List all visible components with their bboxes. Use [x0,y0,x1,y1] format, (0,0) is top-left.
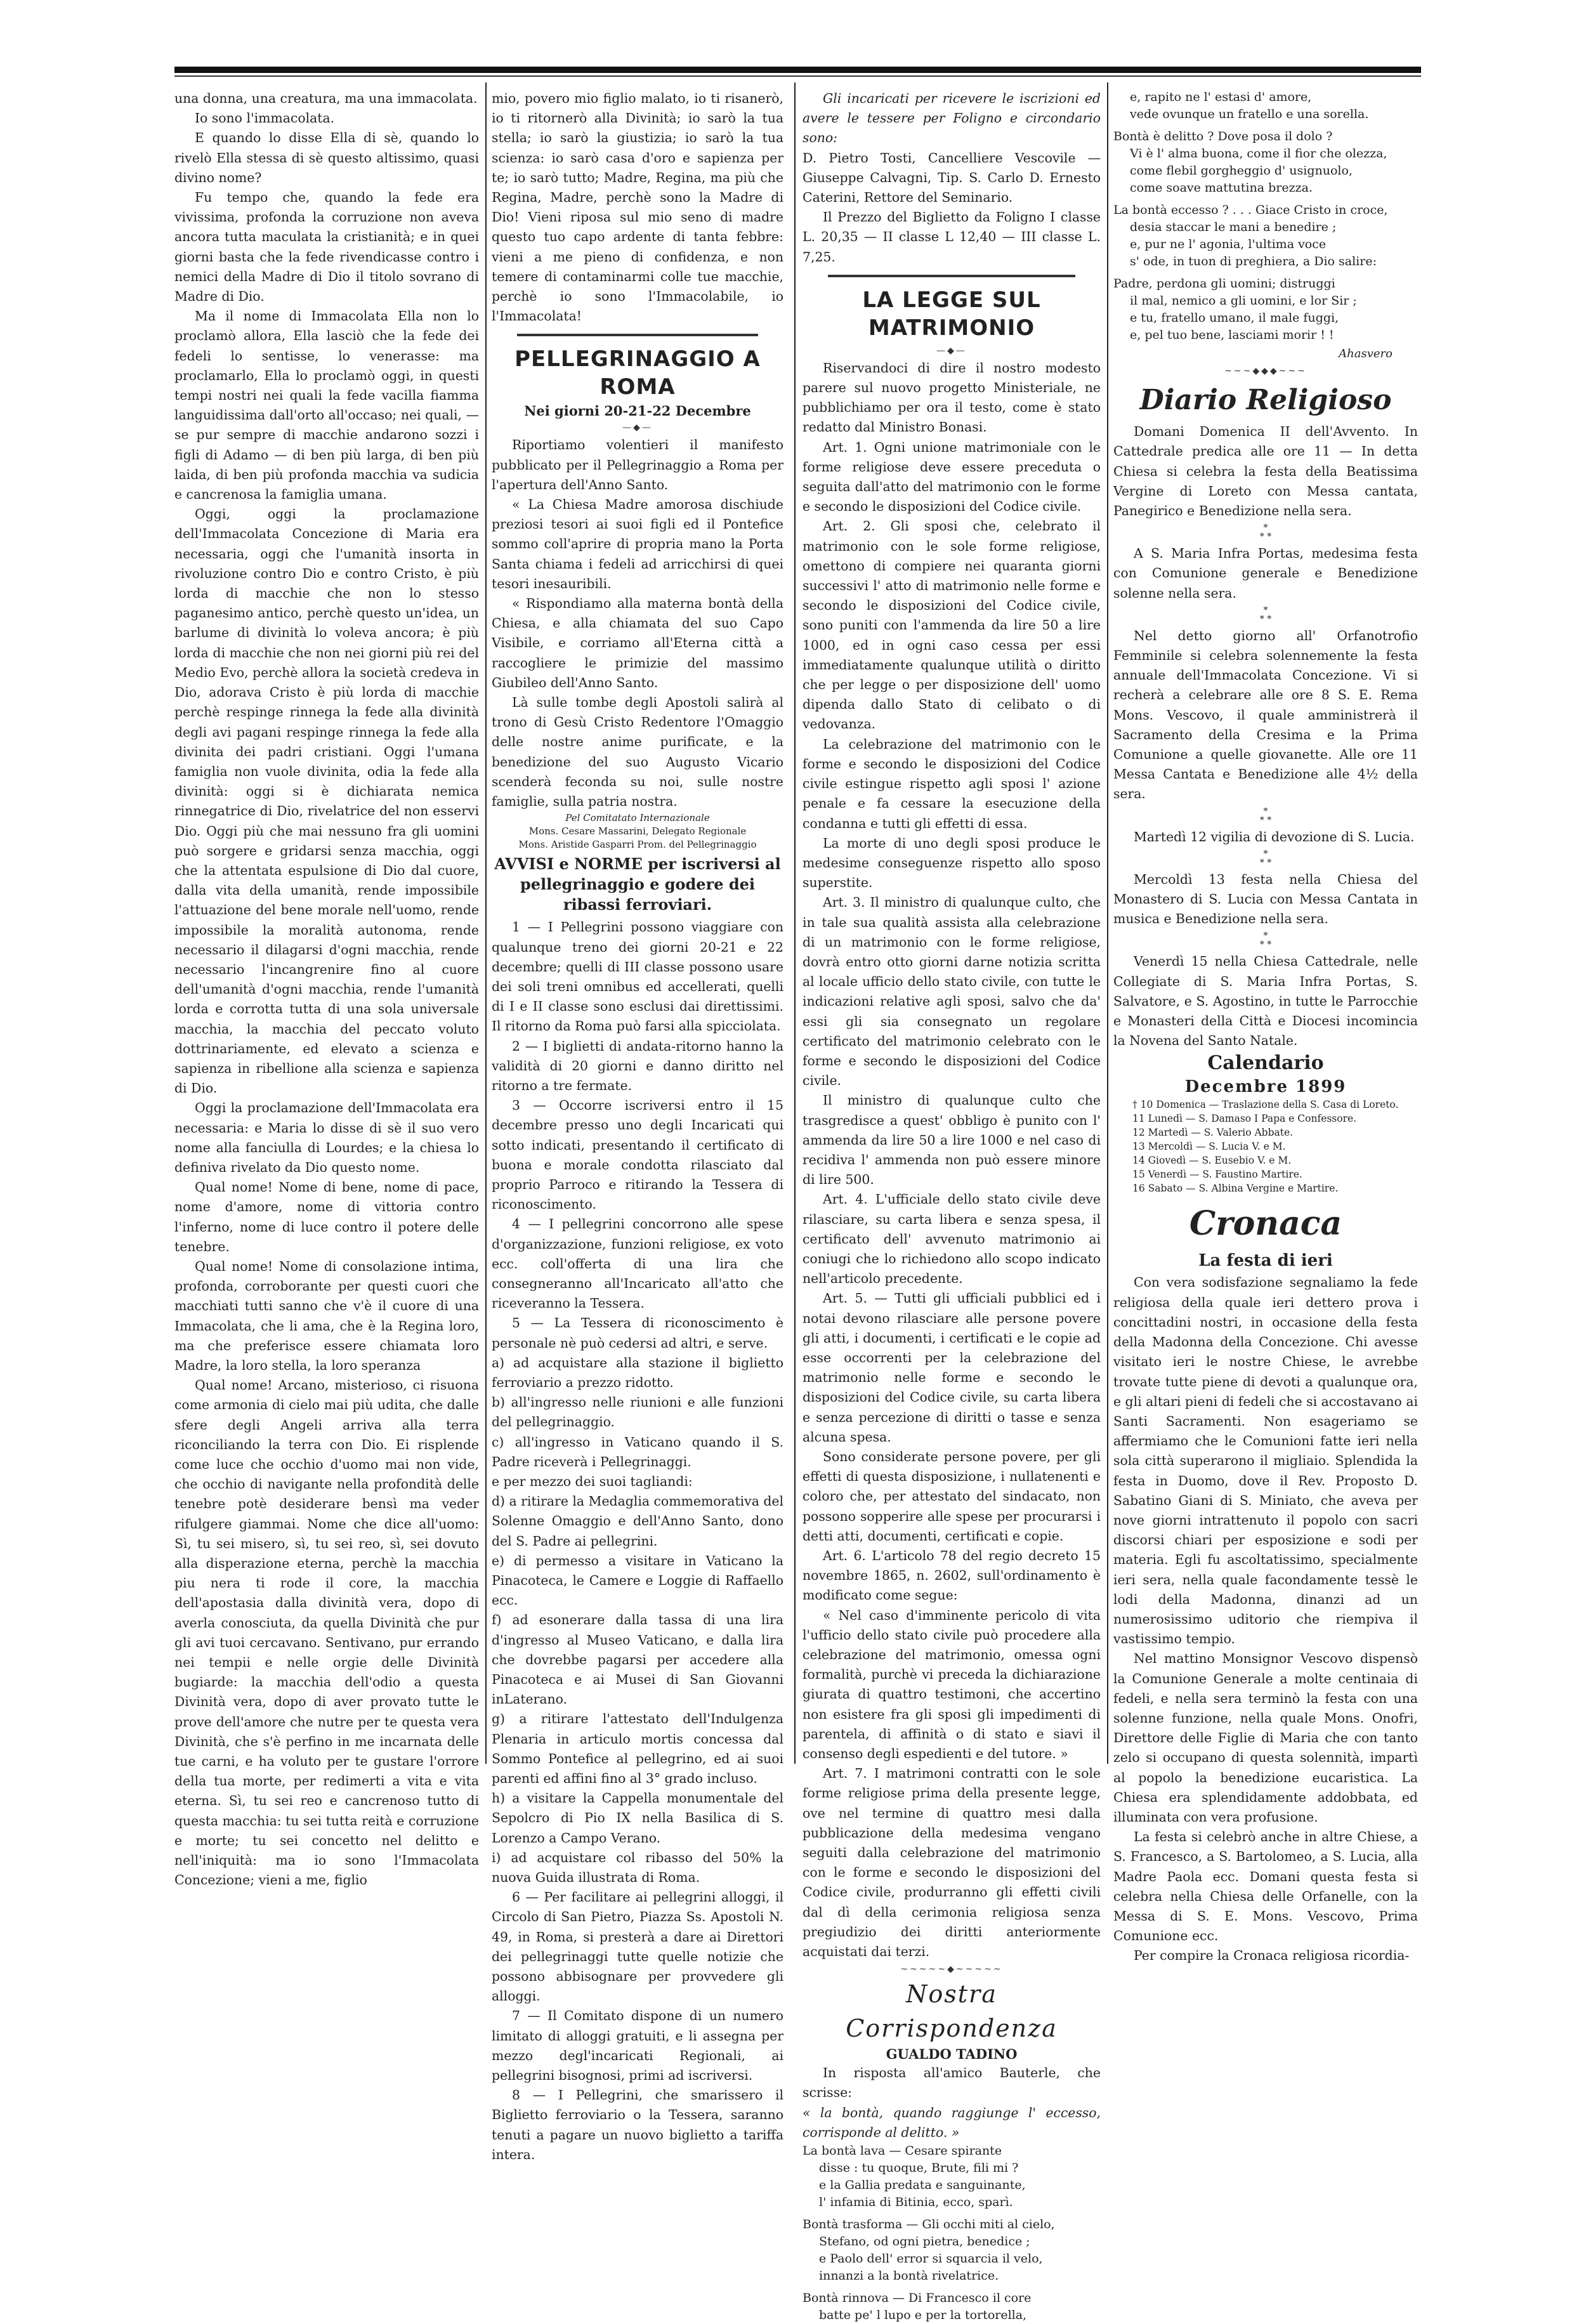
paragraph: Art. 5. — Tutti gli ufficiali pubblici ed i notai devono rilasciare alle persone povere gli atti, i documenti, i certificati e le copie ad esse occorrenti per la celebrazione del matrimonio nelle forme e secondo le disposizioni del Codice civile, su carta libera e senza percezione di diritti o tasse e senza alcuna spesa. [803,1290,1101,1445]
subheadline: Nei giorni 20-21-22 Decembre [524,403,751,419]
cronaca-title: Cronaca [1189,1204,1342,1244]
poem-line: Bontà è delitto ? Dove posa il dolo ? [1113,129,1333,143]
list-item: i) ad acquistare col ribasso del 50% la nuova Guida illustrata di Roma. [492,1849,783,1886]
paragraph: Oggi la proclamazione dell'Immacolata era necessaria: e Maria lo disse di sè il suo vero nome alla fanciulla di Lourdes; e la chiesa lo definiva rivelato da Dio questo nome. [174,1100,479,1175]
calendar-row: 14 Giovedì — S. Eusebio V. e M. [1132,1155,1292,1167]
calendar-row: 15 Venerdì — S. Faustino Martire. [1132,1169,1302,1181]
poem-line: desia staccar le mani a benedire ; [1130,220,1337,234]
paragraph: « La Chiesa Madre amorosa dischiude preziosi tesori ai suoi figli ed il Pontefice sommo coll'aprire di propria mano la Porta Santa chiama i fedeli ad arricchirsi di quei tesori inesauribili. [492,497,783,591]
section-divider [517,334,758,336]
list-item: f) ad esonerare dalla tassa di una lira d'ingresso al Museo Vaticano, e dalla lira che dovrebbe pagarsi per accedere alla Pinacoteca e ai Musei di San Giovanni inLaterano. [492,1612,783,1707]
poem [1113,89,1418,344]
poem-line: batte pe' l lupo e per la tortorella, [819,2308,1027,2323]
signature-line: Pel Comitatato Internazionale [565,812,710,824]
calendar-row: 12 Martedì — S. Valerio Abbate. [1132,1127,1294,1139]
asterism: * * * [1259,931,1272,950]
headline-pellegrinaggio: PELLEGRINAGGIO A ROMA [514,346,761,400]
ornament-divider: ~~~~~◆~~~~~ [900,1964,1003,1975]
diario-title: Diario Religioso [1139,384,1392,417]
ornament-divider: ~~~◆◆◆~~~ [1224,366,1307,377]
asterism: * * * [1259,523,1272,542]
list-item: e) di permesso a visitare in Vaticano la Pinacoteca, le Camere e Loggie di Raffaello ecc. [492,1553,783,1608]
paragraph: Art. 6. L'articolo 78 del regio decreto 15 novembre 1865, n. 2602, sull'ordinamento è modificato come segue: [803,1548,1101,1603]
list-item: 3 — Occorre iscriversi entro il 15 decembre presso uno degli Incaricati qui sotto indicati, presentando il certificato di buona e morale condotta rilasciato dal proprio Parroco e ritirando la Tessera di riconoscimento. [492,1098,783,1212]
poem-line: La bontà eccesso ? . . . Giace Cristo in croce, [1113,203,1388,217]
paragraph: Qual nome! Nome di bene, nome di pace, nome d'amore, nome di vittoria contro l'inferno, nome di luce contro il potere delle tenebre. [174,1179,479,1254]
festa-headline: La festa di ieri [1198,1251,1333,1271]
list-item: h) a visitare la Cappella monumentale del Sepolcro di Pio IX nella Basilica di S. Lorenzo a Campo Verano. [492,1790,783,1846]
poem-line: e, pur ne l' agonia, l'ultima voce [1130,237,1327,251]
asterism: * * * [1259,605,1272,624]
paragraph: Qual nome! Arcano, misterioso, ci risuona come armonia di cielo mai più udita, che dalle sfere degli Angeli arriva alla terra riconciliando la terra con Dio. Ei risplende come luce che occhio d'uomo mai non vide, che occhio di navigante nella profondità delle tenebre potè desiderare bensì ma veder rifulgere giammai. Nome che dice all'uomo: Sì, tu sei misero, sì, tu sei reo, sì, sei dovuto alla disperazione eterna, perchè la macchia piu nera ti rode il core, la macchia dell'apostasia dalla divinità vera, dopo di averla conosciuta, da quella Divinità che pur gli avi tuoi cercavano. Sentivano, pur errando nei tempii e nelle orgie delle Divinità bugiarde: la macchia dell'odio a questa Divinità vera, dopo di aver provato tutte le prove dell'amore che nutre per te questa vera Divinità, che s'è perfino in me incarnata delle tue carni, e ha voluto per te gustare l'orrore della tua morte, per redimerti a vita e vita eterna. Sì, tu sei reo e cancrenoso tutto di questa macchia: tu sei tutta reità e corruzione e morte; tu sei concetto nel delitto e nell'iniquità: ma io sono l'Immacolata Concezione; vieni a me, figlio [174,1377,479,1888]
paragraph: Il Prezzo del Biglietto da Foligno I classe L. 20,35 — II classe L 12,40 — III classe L. 7,25. [803,209,1101,265]
paragraph: Il ministro di qualunque culto che trasgredisce a quest' obbligo è punito con l' ammenda da lire 50 a lire 1000 e nel caso di recidiva l' ammenda non può essere minore di lire 500. [803,1093,1101,1188]
calendar-row: 16 Sabato — S. Albina Vergine e Martire. [1132,1183,1339,1195]
paragraph: In risposta all'amico Bauterle, che scrisse: [803,2065,1101,2101]
paragraph: Per compire la Cronaca religiosa ricordia- [1134,1948,1410,1964]
column-2 [492,89,783,2162]
calendar-row: 11 Lunedì — S. Damaso I Papa e Confessore. [1132,1113,1357,1125]
paragraph: « Rispondiamo alla materna bontà della Chiesa, e alla chiamata del suo Capo Visibile, e corriamo all'Eterna città a raccogliere le primizie del massimo Giubileo dell'Anno Santo. [492,596,783,690]
paragraph: Con vera sodisfazione segnaliamo la fede religiosa della quale ieri dettero prova i concittadini nostri, in occasione della festa della Madonna della Concezione. Chi avesse visitato ieri le nostre Chiese, le avrebbe trovate tutte piene di devoti a qualunque ora, e gli altari pieni di fedeli che si accostavano ai Santi Sacramenti. Non esageriamo se affermiamo che le Comunioni fatte ieri nella sola città superarono il migliaio. Splendida la festa in Duomo, dove il Rev. Proposto D. Sabatino Giani di S. Miniato, che aveva per nove giorni intrattenuto il popolo con sacri discorsi chiari per esposizione e sodi per materia. Egli fu ascoltatissimo, specialmente ieri sera, nella quale facondamente tessè le lodi della Madonna, dinanzi ad un numerosissimo uditorio che riempiva il vastissimo tempio. [1113,1275,1418,1647]
header-rule-thin [174,75,1421,77]
calendar-title: Calendario [1207,1052,1324,1075]
calendar-row: 13 Mercoldì — S. Lucia V. e M. [1132,1141,1286,1153]
paragraph: Là sulle tombe degli Apostoli salirà al trono di Gesù Cristo Redentore l'Omaggio delle nostre anime purificate, e la benedizione del suo Augusto Vicario scenderà feconda su noi, sulle nostre famiglie, sulla patria nostra. [492,695,783,810]
column-divider [1107,82,1108,1764]
column-4 [1113,89,1418,1964]
list-item: 2 — I biglietti di andata-ritorno hanno la validità di 20 giorni e danno diritto nel ritorno a tre fermate. [492,1038,783,1093]
poem-line: s' ode, in tuon di preghiera, a Dio salire: [1130,254,1377,268]
poem-line: Bontà trasforma — Gli occhi miti al cielo, [803,2217,1055,2232]
paragraph: Io sono l'immacolata. [195,110,335,126]
paragraph: Fu tempo che, quando la fede era vivissima, profonda la corruzione non aveva ancora tutta maculata la cristianità; e in quei giorni basta che la fede rivendicasse contro i nemici della Madre di Dio il titolo sovrano di Madre di Dio. [174,190,479,305]
paragraph: D. Pietro Tosti, Cancelliere Vescovile — Giuseppe Calvagni, Tip. S. Carlo D. Ernesto Caterini, Rettore del Seminario. [803,150,1101,206]
paragraph: Oggi, oggi la proclamazione dell'Immacolata Concezione di Maria era necessaria, oggi che l'umanità insorta in rivoluzione contro Dio e contro Cristo, è più lorda di macchie che non lo stesso paganesimo antico, perchè questo un'idea, un barlume di divinità lo voleva ancora; è più lorda di macchie che non nei giorni più rei del Medio Evo, perchè allora la società credeva in Dio, adorava Cristo è più lorda di macchie perchè respinge rinnega la fede alla divinità degli avi pagani respinge rinnega la fede alla divinita dei padri cristiani. Oggi l'umana famiglia non vuole divinita, odia la fede alla divinità: oggi si è dichiarata nemica rinnegatrice di Dio, rivelatrice del non esservi Dio. Oggi più che mai nessuno fra gli uomini può sorgere e gridarsi senza macchia, oggi che la attentata espulsione di Dio dal cuore, dalla vita della umanità, rende impossibile l'attuazione del bene morale nell'uomo, rende impossibile la moralità autonoma, rende necessario il dilagarsi d'ogni macchia, rende necessario l'incangrenire fino al cuore dell'umanità d'ogni macchia, rende l'umanità lorda e corrotta tutta di una sola universale macchia, la macchia del peccato voluto dottrinariamente, ed elevato a scienza e sapienza in ribellione alla scienza e sapienza di Dio. [174,506,479,1096]
paragraph: A S. Maria Infra Portas, medesima festa con Comunione generale e Benedizione solenne nella sera. [1113,546,1418,601]
poem-line: Bontà rinnova — Di Francesco il core [803,2291,1032,2306]
poem-line: e Paolo dell' error si squarcia il velo, [819,2252,1043,2266]
poem-line: e la Gallia predata e sanguinante, [819,2178,1026,2193]
column-divider [485,82,487,1764]
paragraph: Qual nome! Nome di consolazione intima, profonda, corroborante per questi cuori che macchiati tutti sanno che v'è il cuore di una Immacolata, che li ama, che è la Regina loro, ma che preferisce essere chiamata loro Madre, la loro stella, la loro speranza [174,1258,479,1373]
paragraph: Martedì 12 vigilia di devozione di S. Lucia. [1134,829,1415,844]
header-rule [174,67,1421,73]
ornament-divider: —◆— [622,423,653,433]
list-item: e per mezzo dei suoi tagliandi: [492,1473,693,1489]
column-1 [174,89,479,1888]
column-3 [803,89,1101,2323]
list-item: b) all'ingresso nelle riunioni e alle funzioni del pellegrinaggio. [492,1395,783,1430]
paragraph: Art. 3. Il ministro di qualunque culto, che in tale sua qualità assista alla celebrazione di un matrimonio con le forme religiose, dovrà entro otto giorni darne notizia scritta al locale ufficio dello stato civile, con tutte le indicazioni relative agli sposi, salvo che da' essi gli sia consegnato un regolare certificato del matrimonio celebrato con le forme e secondo le disposizioni del Codice civile. [803,895,1101,1089]
list-item: 8 — I Pellegrini, che smarissero il Biglietto ferroviario o la Tessera, saranno tenuti a pagare un nuovo biglietto a tariffa intera. [492,2087,783,2162]
paragraph: La morte di uno degli sposi produce le medesime conseguenze rispetto allo sposo superstite. [803,835,1101,891]
paragraph: La festa si celebrò anche in altre Chiese, a S. Francesco, a S. Bartolomeo, a S. Lucia, alla Madre Paola ecc. Domani questa festa si celebra nella Chiesa delle Orfanelle, con la Messa di S. E. Mons. Vescovo, Prima Comunione ecc. [1113,1829,1418,1944]
headline-legge-matrimonio: LA LEGGE SUL MATRIMONIO [862,287,1041,341]
paragraph: Mercoldì 13 festa nella Chiesa del Monastero di S. Lucia con Messa Cantata in musica e Benedizione nella sera. [1113,871,1418,927]
poem [803,2143,1101,2324]
signature-line: Mons. Cesare Massarini, Delegato Regionale [528,825,747,837]
paragraph: Art. 7. I matrimoni contratti con le sole forme religiose prima della presente legge, ove nel termine di quattro mesi dalla pubblicazione della medesima vengano seguiti dalla celebrazione del matrimonio con le forme e secondo le disposizioni del Codice civile, produrranno gli effetti civili dal dì della cerimonia religiosa senza pregiudizio dei diritti anteriormente acquistati dai terzi. [803,1766,1101,1960]
corrispondenza-title: Nostra Corrispondenza [846,1980,1058,2043]
poem-line: Vi è l' alma buona, come il fior che olezza, [1130,147,1387,161]
poem-line: come flebil gorgheggio d' usignuolo, [1130,164,1353,178]
paragraph: Domani Domenica II dell'Avvento. In Cattedrale predica alle ore 11 — In detta Chiesa si celebra la festa della Beatissima Vergine di Loreto con Messa cantata, Panegirico e Benedizione nella sera. [1113,424,1418,519]
poem-line: vede ovunque un fratello e una sorella. [1130,107,1369,121]
paragraph: Nel detto giorno all' Orfanotrofio Femminile si celebra solennemente la festa annuale dell'Immacolata Concezione. Vi si recherà a celebrare alle ore 8 S. E. Rema Mons. Vescovo, il quale amministrerà il Sacramento della Cresima e la Prima Comunione a quelle giovanette. Alle ore 11 Messa Cantata e Benedizione alle 4½ della sera. [1113,627,1418,802]
avvisi-heading: AVVISI e NORME per iscriversi al pellegrinaggio e godere dei ribassi ferroviari. [494,855,781,914]
paragraph: E quando lo disse Ella di sè, quando lo rivelò Ella stessa di sè questo altissimo, quasi divino nome? [174,130,479,185]
calendar-row: † 10 Domenica — Traslazione della S. Casa di Loreto. [1132,1099,1399,1111]
calendar-subtitle: Decembre 1899 [1184,1077,1347,1097]
paragraph: una donna, una creatura, ma una immacolata. [174,91,478,106]
paragraph: La celebrazione del matrimonio con le forme e secondo le disposizioni del Codice civile estingue rispetto agli sposi l' azione penale e fa cessare la esecuzione della condanna e tutti gli effetti di essa. [803,736,1101,831]
section-divider [828,275,1075,277]
poem-line: e, rapito ne l' estasi d' amore, [1130,90,1312,104]
ornament-divider: —◆— [936,345,967,356]
quote: « la bontà, quando raggiunge l' eccesso, corrisponde al delitto. » [803,2104,1101,2140]
poem-line: e, pel tuo bene, lasciami morir ! ! [1130,328,1334,342]
list-item: d) a ritirare la Medaglia commemorativa del Solenne Omaggio e dell'Anno Santo, dono del S. Padre ai pellegrini. [492,1494,783,1549]
paragraph: Art. 4. L'ufficiale dello stato civile deve rilasciare, su carta libera e senza spesa, il certificato dell' avvenuto matrimonio ai coniugi che lo richiedono allo scopo indicato nell'articolo precedente. [803,1192,1101,1287]
paragraph: Sono considerate persone povere, per gli effetti di questa disposizione, i nullatenenti e coloro che, per attestato del sindacato, non possono sopperire alle spese per procurarsi i detti atti, documenti, certificati e copie. [803,1449,1101,1544]
poem-line: disse : tu quoque, Brute, fili mi ? [819,2161,1019,2176]
poem-line: come soave mattutina brezza. [1130,181,1313,195]
list-item: 6 — Per facilitare ai pellegrini alloggi, il Circolo di San Pietro, Piazza Ss. Apostoli N. 49, in Roma, si presterà a dare ai Direttori dei pellegrinaggi tutte quelle notizie che possono abbisognare per provvedere gli alloggi. [492,1889,783,2004]
paragraph: Gli incaricati per ricevere le iscrizioni ed avere le tessere per Foligno e circondario sono: [803,91,1101,146]
paragraph: « Nel caso d'imminente pericolo di vita l'ufficio dello stato civile può procedere alla celebrazione del matrimonio, omessa ogni formalità, purchè vi preceda la dichiarazione giurata di quattro testimoni, che accertino non esistere fra gli sposi gli impedimenti di parentela, di affinità o di stato e siavi il consenso degli espedienti e del tutore. » [803,1607,1101,1762]
column-divider [794,82,796,1764]
poem-line: La bontà lava — Cesare spirante [803,2144,1002,2158]
paragraph: Nel mattino Monsignor Vescovo dispensò la Comunione Generale a molte centinaia di fedeli, e nella sera terminò la festa con una solenne funzione, nella quale Mons. Onofri, Direttore delle Figlie di Maria che con tanto zelo si occupano di questa solennità, impartì al popolo la benedizione eucaristica. La Chiesa era splendidamente addobbata, ed illuminata con vera profusione. [1113,1651,1418,1825]
list-item: a) ad acquistare alla stazione il biglietto ferroviario a prezzo ridotto. [492,1355,783,1390]
list-item: 7 — Il Comitato dispone di un numero limitato di alloggi gratuiti, e li assegna per mezzo degl'incaricati Regionali, ai pellegrini bisognosi, primi ad iscriversi. [492,2008,783,2084]
list-item: c) all'ingresso in Vaticano quando il S. Padre riceverà i Pellegrinaggi. [492,1434,783,1469]
asterism: * * * [1259,806,1272,825]
paragraph: Venerdì 15 nella Chiesa Cattedrale, nelle Collegiate di S. Maria Infra Portas, S. Salvatore, e S. Agostino, in tutte le Parrocchie e Monasteri della Città e Diocesi incomincia la Novena del Santo Natale. [1113,954,1418,1049]
list-item: g) a ritirare l'attestato dell'Indulgenza Plenaria in articulo mortis concessa dal Sommo Pontefice al pellegrino, ed ai suoi parenti ed affini fino al 3° grado incluso. [492,1711,783,1787]
poem-signature: Ahasvero [1339,347,1393,360]
list-item: 5 — La Tessera di riconoscimento è personale nè può cedersi ad altri, e serve. [492,1315,783,1351]
poem-line: e tu, fratello umano, il male fuggi, [1130,311,1339,325]
poem-line: Padre, perdona gli uomini; distruggi [1113,277,1335,291]
paragraph: mio, povero mio figlio malato, io ti risanerò, io ti ritornerò alla Divinità; io sarò la tua stella; io sarò la giustizia; io sarò la tua scienza: io sarò casa d'oro e sapienza per te; io sarò tutto; Madre, Regina, ma più che Regina, Madre, perchè sono la Madre di Dio! Vieni riposa sul mio seno di madre questo tuo capo ardente di tanta febbre: vieni a me pieno di confidenza, e non temere di contaminarmi colle tue macchie, perchè io sono l'Immacolabile, io l'Immacolata! [492,91,783,324]
asterism: * * * [1259,848,1272,868]
list-item: 4 — I pellegrini concorrono alle spese d'organizzazione, funzioni religiose, ex voto ecc. coll'offerta di una lira che consegneranno all'Incaricato all'atto che riceveranno la Tessera. [492,1216,783,1311]
poem-line: l' infamia di Bitinia, ecco, sparì. [819,2195,1013,2210]
paragraph: Art. 1. Ogni unione matrimoniale con le forme religiose deve essere preceduta o seguita dall'atto del matrimonio con le forme e secondo le disposizioni del Codice civile. [803,439,1101,515]
poem-line: Stefano, od ogni pietra, benedice ; [819,2235,1030,2249]
corrispondenza-place: GUALDO TADINO [886,2046,1018,2063]
paragraph: Riservandoci di dire il nostro modesto parere sul nuovo progetto Ministeriale, ne pubblichiamo per ora il testo, come è stato redatto dal Ministro Bonasi. [803,360,1101,435]
signature-line: Mons. Aristide Gasparri Prom. del Pellegrinaggio [518,839,757,851]
paragraph: Riportiamo volentieri il manifesto pubblicato per il Pellegrinaggio a Roma per l'apertura dell'Anno Santo. [492,437,783,492]
poem-line: il mal, nemico a gli uomini, e lor Sir ; [1130,294,1357,308]
list-item: 1 — I Pellegrini possono viaggiare con qualunque treno dei giorni 20-21 e 22 decembre; quelli di III classe possono usare dei soli treni omnibus ed accellerati, quelli di I e II classe sono esclusi dai direttissimi. Il ritorno da Roma può farsi alla spicciolata. [492,919,783,1034]
paragraph: Art. 2. Gli sposi che, celebrato il matrimonio con le sole forme religiose, omettono di compiere nei quaranta giorni successivi l' atto di matrimonio nelle forme e secondo le disposizioni del Codice civile, sono puniti con l'ammenda da lire 50 a lire 1000, ed in ogni caso cessa per essi immediatamente qualunque utilità o diritto che per legge o per disposizione dell' uomo dipenda dallo Stato di celibato o di vedovanza. [803,518,1101,732]
paragraph: Ma il nome di Immacolata Ella non lo proclamò allora, Ella lasciò che la fede dei fedeli lo sentisse, lo venerasse: ma proclamarlo, Ella lo proclamò oggi, in questi tempi nostri nei quali la fede vacilla fiamma languidissima dall'orto all'occaso; nei quali, — se pur sempre di macchie andarono sozzi i figli di Adamo — di ben più larga, di ben più laida, di ben più profonda macchia va sudicia e cancrenosa la famiglia umana. [174,308,479,502]
poem-line: innanzi a la bontà rivelatrice. [819,2269,999,2283]
